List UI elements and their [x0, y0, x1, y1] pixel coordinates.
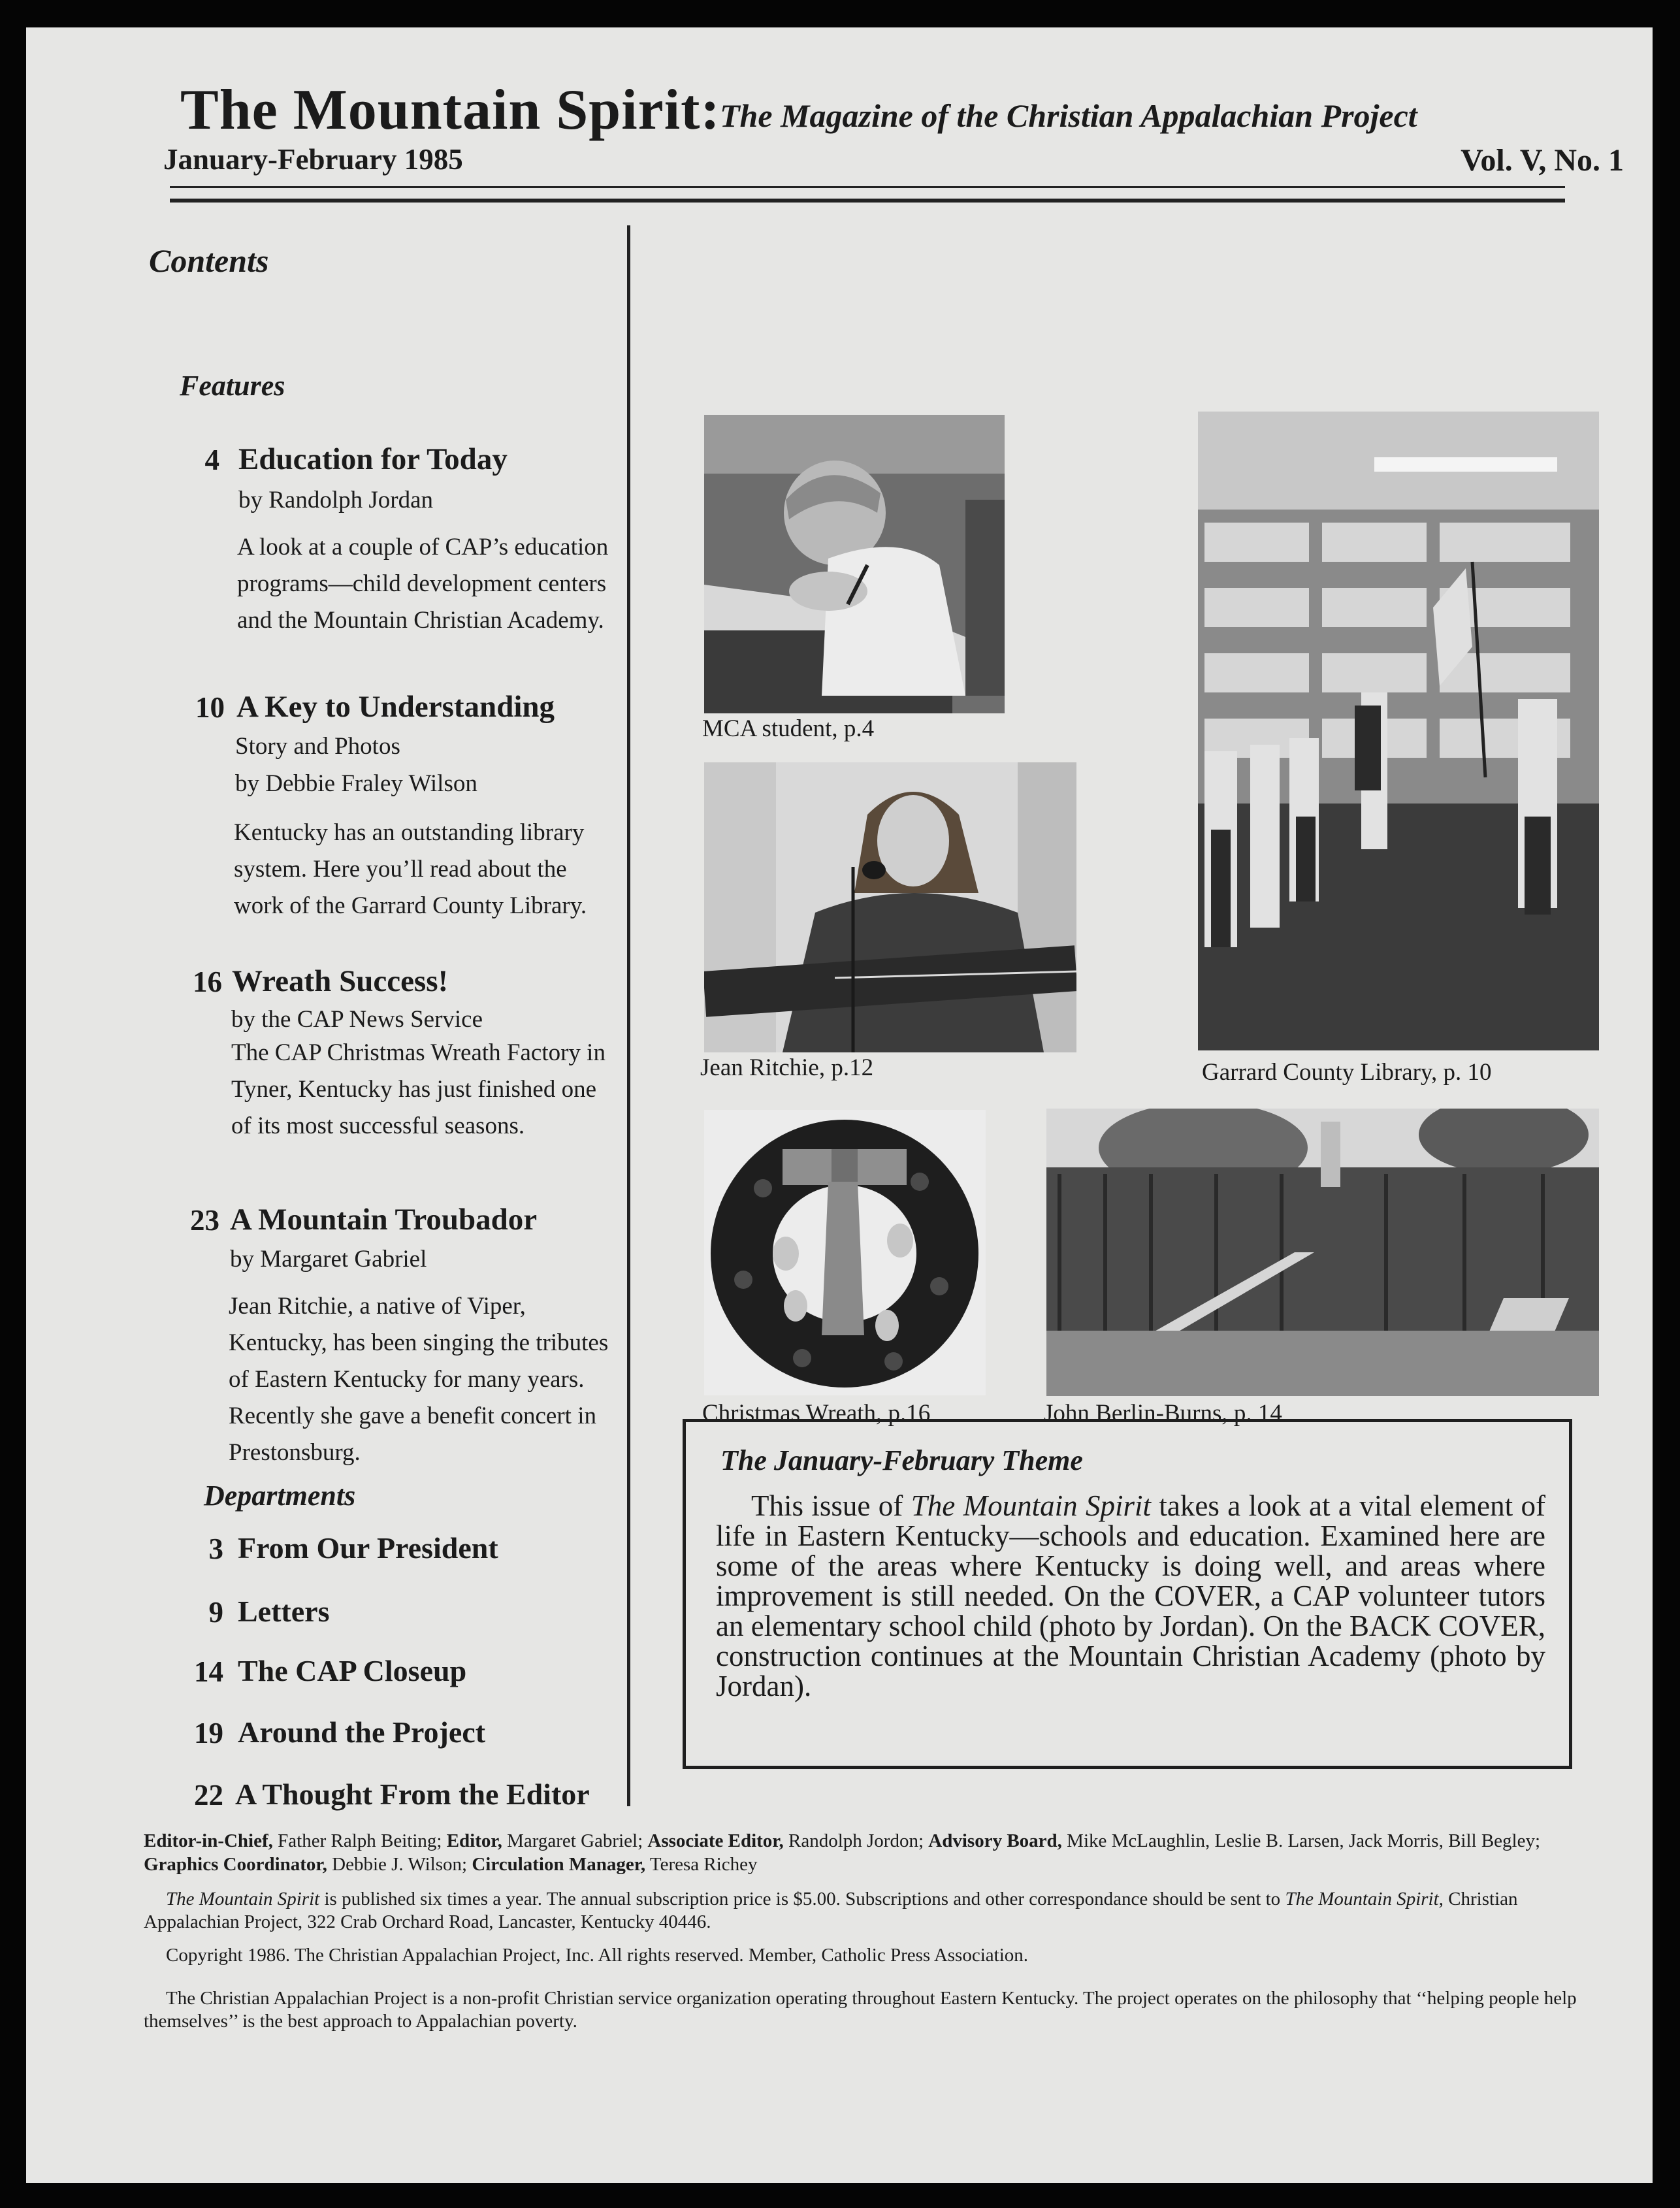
- department-page-number: 19: [194, 1717, 223, 1749]
- magazine-name: The Mountain Spirit: [911, 1489, 1152, 1522]
- credit-role: Editor,: [446, 1830, 502, 1851]
- masthead-rule-thick: [170, 199, 1565, 203]
- mca-student-photo: [704, 415, 1005, 713]
- credit-name: Teresa Richey: [645, 1854, 758, 1875]
- publication-text: Christian Appalachian Project, 322 Crab Orchard Road, Lancaster, Kentucky 40446.: [144, 1889, 1518, 1932]
- photo-caption: Christmas Wreath, p.16: [702, 1400, 931, 1427]
- photo-caption: MCA student, p.4: [702, 715, 875, 742]
- feature-byline: Story and Photos: [235, 733, 400, 760]
- contents-heading: Contents: [149, 242, 269, 279]
- theme-body-text: This issue of: [751, 1489, 911, 1522]
- feature-page-number: 10: [195, 691, 225, 724]
- feature-byline: by Randolph Jordan: [238, 487, 434, 513]
- feature-page-number: 4: [204, 444, 219, 476]
- theme-body-text: takes a look at a vital element of life in Eastern Kentucky—schools and education. Examined here are some of the areas where Kentucky is doing well, and areas where improvement is still needed. On the COVER, a CAP volunteer tutors an elementary school child (photo by Jordan). On the BACK COVER, construction continues at the Mountain Christian Academy (photo by Jordan).: [716, 1489, 1545, 1702]
- credit-name: Randolph Jordon;: [783, 1830, 929, 1851]
- feature-description: A look at a couple of CAP’s education programs—child development centers and the Mountain Christian Academy.: [237, 534, 609, 634]
- feature-description: Jean Ritchie, a native of Viper, Kentucky, has been singing the tributes of Eastern Kentucky for many years. Recently she gave a benefit concert in Prestonsburg.: [229, 1293, 609, 1466]
- issue-date: January-February 1985: [163, 143, 463, 176]
- department-title: Letters: [238, 1595, 330, 1628]
- staff-credits: [144, 1829, 1578, 1876]
- feature-description: The CAP Christmas Wreath Factory in Tyner, Kentucky has just finished one of its most successful seasons.: [231, 1039, 606, 1139]
- playground-photo: [1046, 1109, 1599, 1396]
- feature-description: Kentucky has an outstanding library system. Here you’ll read about the work of the Garrard County Library.: [234, 819, 587, 919]
- credit-name: Mike McLaughlin, Leslie B. Larsen, Jack Morris, Bill Begley;: [1061, 1830, 1541, 1851]
- credit-role: Circulation Manager,: [472, 1854, 646, 1875]
- feature-title: A Mountain Troubador: [230, 1203, 538, 1237]
- department-page-number: 22: [194, 1779, 223, 1811]
- feature-page-number: 23: [190, 1204, 219, 1237]
- theme-title: The January-February Theme: [720, 1444, 1083, 1476]
- department-title: Around the Project: [238, 1715, 486, 1749]
- masthead-title: The Mountain Spirit:: [180, 78, 720, 142]
- feature-byline: by the CAP News Service: [231, 1006, 483, 1033]
- credit-role: Associate Editor,: [647, 1830, 784, 1851]
- feature-title: Education for Today: [238, 442, 508, 476]
- department-page-number: 3: [208, 1533, 223, 1565]
- credit-name: Father Ralph Beiting;: [272, 1830, 447, 1851]
- credit-role: Graphics Coordinator,: [144, 1854, 327, 1875]
- credit-name: Debbie J. Wilson;: [327, 1854, 472, 1875]
- publication-text: is published six times a year. The annual subscription price is $5.00. Subscriptions and other correspondance should be sent to: [319, 1889, 1285, 1909]
- feature-title: Wreath Success!: [232, 964, 449, 998]
- christmas-wreath-photo: [704, 1110, 986, 1395]
- department-title: A Thought From the Editor: [235, 1778, 590, 1811]
- masthead-subtitle: The Magazine of the Christian Appalachian Project: [720, 97, 1417, 134]
- features-heading: Features: [180, 370, 285, 402]
- feature-byline: by Margaret Gabriel: [230, 1246, 427, 1273]
- masthead-rule-thin: [170, 186, 1565, 188]
- feature-page-number: 16: [193, 966, 222, 998]
- publication-info: [144, 1888, 1578, 1934]
- magazine-name: The Mountain Spirit: [166, 1889, 320, 1909]
- photo-caption: John Berlin-Burns, p. 14: [1044, 1400, 1282, 1427]
- department-title: From Our President: [238, 1531, 498, 1565]
- departments-heading: Departments: [204, 1480, 356, 1512]
- column-divider: [627, 225, 630, 1806]
- department-page-number: 14: [194, 1655, 223, 1688]
- issue-volume: Vol. V, No. 1: [1461, 143, 1624, 178]
- feature-title: A Key to Understanding: [236, 690, 555, 724]
- department-page-number: 9: [208, 1596, 223, 1629]
- credit-role: Advisory Board,: [928, 1830, 1062, 1851]
- copyright-notice: Copyright 1986. The Christian Appalachian Project, Inc. All rights reserved. Member, Catholic Press Association.: [166, 1945, 1028, 1966]
- garrard-library-photo: [1198, 412, 1599, 1050]
- theme-body: [716, 1491, 1545, 1701]
- magazine-name: The Mountain Spirit,: [1285, 1889, 1444, 1909]
- photo-caption: Jean Ritchie, p.12: [700, 1054, 874, 1081]
- department-title: The CAP Closeup: [238, 1654, 467, 1687]
- photo-caption: Garrard County Library, p. 10: [1202, 1059, 1492, 1086]
- jean-ritchie-photo: [704, 762, 1076, 1052]
- feature-byline: by Debbie Fraley Wilson: [235, 770, 477, 797]
- credit-role: Editor-in-Chief,: [144, 1830, 273, 1851]
- credit-name: Margaret Gabriel;: [502, 1830, 648, 1851]
- about-cap: The Christian Appalachian Project is a non-profit Christian service organization operating throughout Eastern Kentucky. The project operates on the philosophy that ‘‘helping people help themselves’’ is the best approach to Appalachian poverty.: [144, 1988, 1577, 2032]
